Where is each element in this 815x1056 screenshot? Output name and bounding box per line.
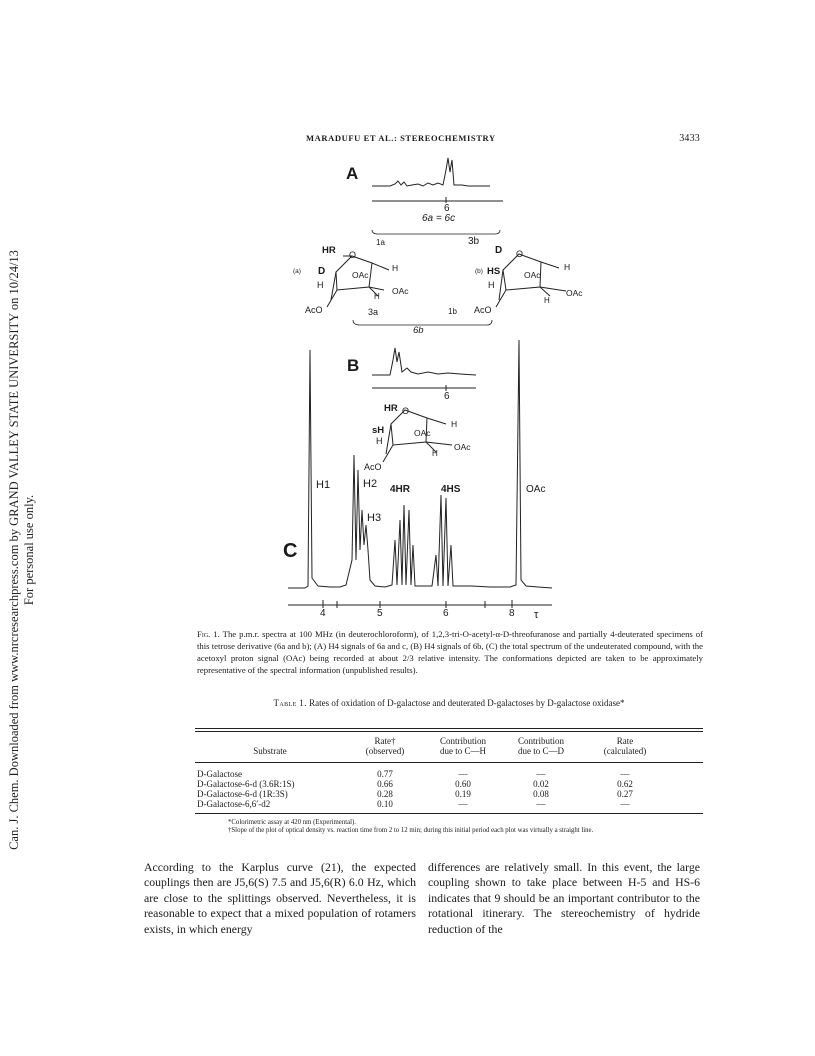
struct-a-hr: HR bbox=[322, 245, 336, 256]
peak-label-h1: H1 bbox=[316, 479, 331, 491]
table-label: Table 1. bbox=[273, 698, 307, 708]
row2-rate-calc: 0.62 bbox=[617, 779, 633, 789]
peak-label-4hs: 4HS bbox=[441, 484, 461, 495]
table-footnote-1: *Colorimetric assay at 420 nm (Experimental). bbox=[228, 819, 356, 826]
header-rate-calc-1: Rate bbox=[616, 736, 634, 746]
row1-cd: — bbox=[536, 769, 546, 779]
row2-substrate: D-Galactose-6-d (3.6R:1S) bbox=[197, 779, 295, 789]
struct-b-h1: H bbox=[488, 280, 495, 290]
struct-c-h3: H bbox=[432, 449, 438, 458]
struct-a-aco: AcO bbox=[305, 305, 323, 315]
axis-c-label-8: 8 bbox=[509, 608, 515, 619]
struct-a-oac2: OAc bbox=[392, 286, 409, 296]
table-top-rule bbox=[195, 728, 703, 729]
header-rate-obs-1: Rate† bbox=[374, 736, 396, 746]
struct-b-oac1: OAc bbox=[524, 270, 541, 280]
spectrum-c-trace bbox=[288, 340, 552, 588]
struct-c-h2: H bbox=[451, 419, 458, 429]
label-6b: 6b bbox=[413, 325, 424, 336]
struct-b-tag: (b) bbox=[475, 268, 483, 275]
row3-substrate: D-Galactose-6-d (1R:3S) bbox=[197, 789, 288, 799]
panel-label-b: B bbox=[347, 356, 360, 375]
struct-c-aco: AcO bbox=[364, 462, 382, 472]
download-notice-line2: For personal use only. bbox=[22, 494, 36, 606]
axis-a-tick: 6 bbox=[444, 203, 450, 214]
header-ch-2: due to C—H bbox=[440, 746, 486, 756]
struct-b-h3: H bbox=[544, 296, 550, 305]
running-title: MARADUFU ET AL.: STEREOCHEMISTRY bbox=[306, 133, 496, 143]
header-rate-calc-2: (calculated) bbox=[603, 746, 647, 756]
header-rate-obs-2: (observed) bbox=[365, 746, 405, 756]
label-1b: 1b bbox=[448, 307, 457, 316]
struct-b-o: O bbox=[516, 249, 524, 259]
struct-b-hs: HS bbox=[487, 266, 501, 277]
panel-label-a: A bbox=[346, 164, 359, 183]
row1-ch: — bbox=[458, 769, 468, 779]
table-top-rule-2 bbox=[195, 731, 703, 732]
axis-b-tick: 6 bbox=[444, 391, 450, 402]
row1-rate-calc: — bbox=[620, 769, 630, 779]
row3-rate-obs: 0.28 bbox=[377, 789, 393, 799]
figure-caption bbox=[197, 628, 703, 676]
page-number: 3433 bbox=[679, 133, 700, 144]
row2-ch: 0.60 bbox=[455, 779, 471, 789]
download-notice-line1: Can. J. Chem. Downloaded from www.nrcresearchpress.com by GRAND VALLEY STATE UNIVERSITY on 10/24/13 bbox=[7, 250, 21, 850]
header-substrate: Substrate bbox=[253, 746, 287, 756]
table-footnote-2: †Slope of the plot of optical density vs. reaction time from 2 to 12 min; during this initial period each plot was virtually a straight line. bbox=[228, 827, 594, 834]
label-3b: 3b bbox=[468, 236, 480, 247]
row4-substrate: D-Galactose-6,6′-d2 bbox=[197, 799, 271, 809]
row3-ch: 0.19 bbox=[455, 789, 471, 799]
struct-a-tag: (a) bbox=[293, 268, 301, 275]
label-3a: 3a bbox=[368, 307, 379, 317]
struct-a-d: D bbox=[318, 266, 326, 277]
structure-b bbox=[496, 254, 566, 307]
struct-c-h1: H bbox=[376, 436, 383, 446]
row3-cd: 0.08 bbox=[533, 789, 549, 799]
table-title bbox=[195, 698, 703, 710]
data-table bbox=[195, 736, 703, 816]
struct-c-o: O bbox=[402, 406, 410, 416]
peak-label-oac: OAc bbox=[526, 484, 546, 495]
struct-c-hr: HR bbox=[384, 403, 398, 414]
row2-cd: 0.02 bbox=[533, 779, 549, 789]
header-cd-2: due to C—D bbox=[518, 746, 564, 756]
struct-b-d: D bbox=[495, 245, 503, 256]
struct-a-h3: H bbox=[374, 292, 380, 301]
struct-a-h1: H bbox=[317, 280, 324, 290]
axis-c-label-6: 6 bbox=[443, 608, 449, 619]
struct-a-h2: H bbox=[392, 263, 399, 273]
struct-b-h2: H bbox=[564, 262, 571, 272]
row2-rate-obs: 0.66 bbox=[377, 779, 393, 789]
struct-b-oac2: OAc bbox=[566, 288, 583, 298]
row1-substrate: D-Galactose bbox=[197, 769, 242, 779]
header-cd-1: Contribution bbox=[517, 736, 564, 746]
header-ch-1: Contribution bbox=[439, 736, 486, 746]
row4-ch: — bbox=[458, 799, 468, 809]
row4-rate-obs: 0.10 bbox=[377, 799, 393, 809]
axis-c-label-5: 5 bbox=[377, 608, 383, 619]
row4-cd: — bbox=[536, 799, 546, 809]
peak-label-h3: H3 bbox=[367, 512, 382, 524]
label-1a: 1a bbox=[376, 238, 385, 247]
caption-lead: Fig. 1. bbox=[197, 629, 220, 639]
struct-a-oac1: OAc bbox=[352, 270, 369, 280]
table-title-text: Rates of oxidation of D-galactose and deuterated D-galactoses by D-galactose oxidase* bbox=[309, 698, 625, 708]
row3-rate-calc: 0.27 bbox=[617, 789, 633, 799]
axis-c-label-4: 4 bbox=[320, 608, 326, 619]
row4-rate-calc: — bbox=[620, 799, 630, 809]
peak-label-4hr: 4HR bbox=[390, 484, 411, 495]
body-column-left: According to the Karplus curve (21), the expected couplings then are J5,6(S) 7.5 and J5,6(R) 6.0 Hz, which are close to the splittings observed. Nevertheless, it is reasonable to expect that a mixed population of rotamers exists, in which energy bbox=[144, 860, 416, 936]
struct-c-oac1: OAc bbox=[414, 428, 431, 438]
spectrum-a-trace bbox=[372, 158, 490, 186]
struct-b-aco: AcO bbox=[474, 305, 492, 315]
label-6a-eq-6c: 6a = 6c bbox=[422, 213, 456, 224]
panel-label-c: C bbox=[283, 540, 298, 562]
spectrum-b-trace bbox=[372, 348, 476, 375]
struct-c-oac2: OAc bbox=[454, 442, 471, 452]
axis-c-unit-tau: τ bbox=[534, 609, 539, 621]
struct-a-o: O bbox=[349, 250, 357, 260]
row1-rate-obs: 0.77 bbox=[377, 769, 393, 779]
peak-label-h2: H2 bbox=[363, 478, 378, 490]
body-column-right: differences are relatively small. In this event, the large coupling shown to take place between H-5 and HS-6 indicates that 9 should be an important contributor to the rotational itinerary. The stereochemistry of hydride reduction of the bbox=[428, 860, 700, 936]
struct-c-sh: sH bbox=[372, 425, 385, 436]
caption-text: The p.m.r. spectra at 100 MHz (in deuterochloroform), of 1,2,3-tri-O-acetyl-α-D-threofuranose and partially 4-deuterated specimens of this tetrose derivative (6a and b); (A) H4 signals of 6a and c, (B) H4 signals of 6b, (C) the total spectrum of the undeuterated compound, with the acetoxyl proton signal (OAc) being recorded at about 2/3 relative intensity. The conformations depicted are taken to be approximately representative of the spectral information (unpublished results). bbox=[197, 629, 703, 675]
